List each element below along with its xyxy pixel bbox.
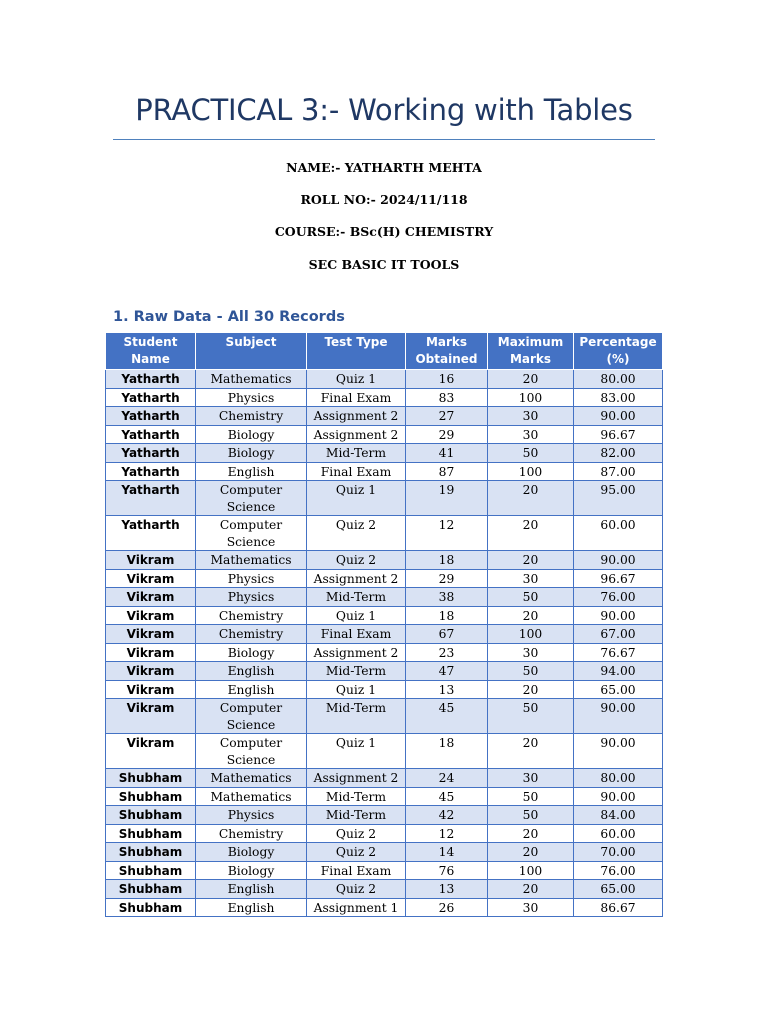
cell-marks-obtained: 13 bbox=[406, 880, 488, 899]
cell-maximum-marks: 30 bbox=[488, 425, 574, 444]
table-row bbox=[106, 444, 663, 463]
cell-maximum-marks: 100 bbox=[488, 462, 574, 481]
cell-test-type: Quiz 2 bbox=[307, 824, 406, 843]
cell-test-type: Assignment 2 bbox=[307, 407, 406, 426]
cell-percentage: 96.67 bbox=[574, 425, 663, 444]
cell-test-type: Assignment 2 bbox=[307, 569, 406, 588]
cell-maximum-marks: 30 bbox=[488, 569, 574, 588]
cell-maximum-marks: 50 bbox=[488, 662, 574, 681]
cell-maximum-marks: 20 bbox=[488, 551, 574, 570]
cell-subject: Mathematics bbox=[196, 551, 307, 570]
cell-student-name: Shubham bbox=[106, 861, 196, 880]
paper-name: SEC BASIC IT TOOLS bbox=[308, 257, 460, 272]
cell-subject: Physics bbox=[196, 588, 307, 607]
cell-test-type: Quiz 1 bbox=[307, 680, 406, 699]
table-row bbox=[106, 861, 663, 880]
cell-percentage: 67.00 bbox=[574, 625, 663, 644]
cell-percentage: 65.00 bbox=[574, 680, 663, 699]
cell-student-name: Shubham bbox=[106, 843, 196, 862]
table-row bbox=[106, 880, 663, 899]
cell-percentage: 60.00 bbox=[574, 516, 663, 551]
cell-percentage: 90.00 bbox=[574, 606, 663, 625]
title-divider bbox=[113, 139, 655, 140]
table-row bbox=[106, 481, 663, 516]
cell-subject: Mathematics bbox=[196, 787, 307, 806]
cell-maximum-marks: 100 bbox=[488, 388, 574, 407]
cell-percentage: 82.00 bbox=[574, 444, 663, 463]
table-row bbox=[106, 606, 663, 625]
cell-subject: Biology bbox=[196, 861, 307, 880]
cell-marks-obtained: 18 bbox=[406, 734, 488, 769]
cell-student-name: Vikram bbox=[106, 699, 196, 734]
table-row bbox=[106, 806, 663, 825]
cell-student-name: Vikram bbox=[106, 588, 196, 607]
cell-test-type: Final Exam bbox=[307, 462, 406, 481]
cell-test-type: Mid-Term bbox=[307, 699, 406, 734]
cell-subject: Computer Science bbox=[196, 699, 307, 734]
cell-marks-obtained: 67 bbox=[406, 625, 488, 644]
cell-student-name: Vikram bbox=[106, 569, 196, 588]
cell-student-name: Shubham bbox=[106, 787, 196, 806]
cell-marks-obtained: 19 bbox=[406, 481, 488, 516]
cell-maximum-marks: 50 bbox=[488, 699, 574, 734]
cell-student-name: Shubham bbox=[106, 898, 196, 917]
table-row bbox=[106, 843, 663, 862]
cell-maximum-marks: 50 bbox=[488, 588, 574, 607]
cell-marks-obtained: 87 bbox=[406, 462, 488, 481]
cell-student-name: Vikram bbox=[106, 734, 196, 769]
cell-student-name: Vikram bbox=[106, 606, 196, 625]
cell-subject: Computer Science bbox=[196, 516, 307, 551]
cell-marks-obtained: 16 bbox=[406, 370, 488, 389]
table-row bbox=[106, 588, 663, 607]
cell-percentage: 87.00 bbox=[574, 462, 663, 481]
cell-subject: Mathematics bbox=[196, 769, 307, 788]
table-row bbox=[106, 462, 663, 481]
cell-student-name: Vikram bbox=[106, 625, 196, 644]
cell-marks-obtained: 12 bbox=[406, 516, 488, 551]
cell-marks-obtained: 18 bbox=[406, 606, 488, 625]
table-row bbox=[106, 699, 663, 734]
cell-subject: Physics bbox=[196, 569, 307, 588]
cell-subject: English bbox=[196, 662, 307, 681]
cell-marks-obtained: 45 bbox=[406, 699, 488, 734]
cell-marks-obtained: 18 bbox=[406, 551, 488, 570]
table-body bbox=[106, 370, 663, 917]
table-row bbox=[106, 824, 663, 843]
cell-marks-obtained: 12 bbox=[406, 824, 488, 843]
cell-subject: Mathematics bbox=[196, 370, 307, 389]
cell-marks-obtained: 83 bbox=[406, 388, 488, 407]
raw-data-table bbox=[105, 332, 663, 917]
cell-subject: Chemistry bbox=[196, 625, 307, 644]
cell-marks-obtained: 29 bbox=[406, 569, 488, 588]
cell-maximum-marks: 20 bbox=[488, 516, 574, 551]
cell-percentage: 96.67 bbox=[574, 569, 663, 588]
cell-subject: Chemistry bbox=[196, 606, 307, 625]
cell-student-name: Yatharth bbox=[106, 407, 196, 426]
cell-subject: Chemistry bbox=[196, 407, 307, 426]
cell-marks-obtained: 38 bbox=[406, 588, 488, 607]
cell-maximum-marks: 20 bbox=[488, 680, 574, 699]
roll-number: ROLL NO:- 2024/11/118 bbox=[300, 192, 468, 207]
cell-test-type: Mid-Term bbox=[307, 588, 406, 607]
cell-percentage: 90.00 bbox=[574, 407, 663, 426]
cell-subject: Computer Science bbox=[196, 734, 307, 769]
cell-maximum-marks: 50 bbox=[488, 444, 574, 463]
cell-subject: Physics bbox=[196, 806, 307, 825]
cell-subject: English bbox=[196, 880, 307, 899]
cell-test-type: Mid-Term bbox=[307, 806, 406, 825]
cell-maximum-marks: 20 bbox=[488, 606, 574, 625]
cell-marks-obtained: 41 bbox=[406, 444, 488, 463]
cell-student-name: Yatharth bbox=[106, 444, 196, 463]
cell-subject: Chemistry bbox=[196, 824, 307, 843]
cell-subject: Biology bbox=[196, 425, 307, 444]
cell-maximum-marks: 30 bbox=[488, 898, 574, 917]
cell-percentage: 90.00 bbox=[574, 734, 663, 769]
cell-percentage: 94.00 bbox=[574, 662, 663, 681]
cell-maximum-marks: 30 bbox=[488, 643, 574, 662]
cell-student-name: Shubham bbox=[106, 824, 196, 843]
table-row bbox=[106, 551, 663, 570]
cell-subject: Physics bbox=[196, 388, 307, 407]
cell-student-name: Yatharth bbox=[106, 481, 196, 516]
cell-percentage: 90.00 bbox=[574, 551, 663, 570]
cell-maximum-marks: 20 bbox=[488, 824, 574, 843]
cell-maximum-marks: 50 bbox=[488, 806, 574, 825]
cell-percentage: 86.67 bbox=[574, 898, 663, 917]
cell-maximum-marks: 20 bbox=[488, 880, 574, 899]
cell-maximum-marks: 100 bbox=[488, 861, 574, 880]
cell-test-type: Assignment 1 bbox=[307, 898, 406, 917]
cell-percentage: 95.00 bbox=[574, 481, 663, 516]
cell-student-name: Yatharth bbox=[106, 425, 196, 444]
cell-marks-obtained: 42 bbox=[406, 806, 488, 825]
cell-test-type: Final Exam bbox=[307, 625, 406, 644]
cell-test-type: Mid-Term bbox=[307, 444, 406, 463]
cell-test-type: Quiz 2 bbox=[307, 843, 406, 862]
cell-test-type: Assignment 2 bbox=[307, 643, 406, 662]
table-row bbox=[106, 787, 663, 806]
cell-marks-obtained: 26 bbox=[406, 898, 488, 917]
cell-maximum-marks: 100 bbox=[488, 625, 574, 644]
column-header-maximum-marks: Maximum Marks bbox=[488, 333, 574, 370]
column-header-student-name: Student Name bbox=[106, 333, 196, 370]
student-name: NAME:- YATHARTH MEHTA bbox=[286, 160, 482, 175]
table-header-row bbox=[106, 333, 663, 370]
cell-percentage: 70.00 bbox=[574, 843, 663, 862]
page-title: PRACTICAL 3:- Working with Tables bbox=[135, 93, 633, 127]
cell-percentage: 65.00 bbox=[574, 880, 663, 899]
cell-test-type: Final Exam bbox=[307, 388, 406, 407]
course-name: COURSE:- BSc(H) CHEMISTRY bbox=[274, 224, 494, 239]
cell-subject: Computer Science bbox=[196, 481, 307, 516]
table-row bbox=[106, 769, 663, 788]
cell-marks-obtained: 45 bbox=[406, 787, 488, 806]
cell-test-type: Quiz 1 bbox=[307, 481, 406, 516]
cell-maximum-marks: 20 bbox=[488, 843, 574, 862]
cell-marks-obtained: 24 bbox=[406, 769, 488, 788]
cell-student-name: Shubham bbox=[106, 880, 196, 899]
cell-test-type: Quiz 1 bbox=[307, 606, 406, 625]
cell-marks-obtained: 47 bbox=[406, 662, 488, 681]
cell-student-name: Yatharth bbox=[106, 370, 196, 389]
cell-percentage: 90.00 bbox=[574, 699, 663, 734]
cell-student-name: Yatharth bbox=[106, 462, 196, 481]
cell-marks-obtained: 14 bbox=[406, 843, 488, 862]
cell-subject: English bbox=[196, 898, 307, 917]
cell-percentage: 80.00 bbox=[574, 370, 663, 389]
cell-marks-obtained: 13 bbox=[406, 680, 488, 699]
column-header-test-type: Test Type bbox=[307, 333, 406, 370]
cell-maximum-marks: 20 bbox=[488, 481, 574, 516]
cell-percentage: 76.00 bbox=[574, 861, 663, 880]
cell-percentage: 90.00 bbox=[574, 787, 663, 806]
cell-percentage: 84.00 bbox=[574, 806, 663, 825]
cell-percentage: 83.00 bbox=[574, 388, 663, 407]
table-row bbox=[106, 388, 663, 407]
cell-test-type: Assignment 2 bbox=[307, 425, 406, 444]
table-row bbox=[106, 625, 663, 644]
cell-student-name: Yatharth bbox=[106, 388, 196, 407]
cell-student-name: Vikram bbox=[106, 551, 196, 570]
cell-marks-obtained: 76 bbox=[406, 861, 488, 880]
table-row bbox=[106, 662, 663, 681]
cell-maximum-marks: 20 bbox=[488, 734, 574, 769]
cell-maximum-marks: 20 bbox=[488, 370, 574, 389]
table-row bbox=[106, 425, 663, 444]
cell-percentage: 76.67 bbox=[574, 643, 663, 662]
cell-marks-obtained: 23 bbox=[406, 643, 488, 662]
cell-maximum-marks: 50 bbox=[488, 787, 574, 806]
cell-maximum-marks: 30 bbox=[488, 407, 574, 426]
cell-test-type: Mid-Term bbox=[307, 787, 406, 806]
cell-percentage: 80.00 bbox=[574, 769, 663, 788]
cell-percentage: 60.00 bbox=[574, 824, 663, 843]
table-row bbox=[106, 734, 663, 769]
column-header-subject: Subject bbox=[196, 333, 307, 370]
cell-student-name: Shubham bbox=[106, 806, 196, 825]
cell-subject: English bbox=[196, 462, 307, 481]
cell-student-name: Vikram bbox=[106, 643, 196, 662]
cell-maximum-marks: 30 bbox=[488, 769, 574, 788]
table-row bbox=[106, 643, 663, 662]
table-row bbox=[106, 370, 663, 389]
cell-student-name: Vikram bbox=[106, 662, 196, 681]
cell-test-type: Final Exam bbox=[307, 861, 406, 880]
column-header-marks-obtained: Marks Obtained bbox=[406, 333, 488, 370]
cell-test-type: Mid-Term bbox=[307, 662, 406, 681]
cell-student-name: Yatharth bbox=[106, 516, 196, 551]
cell-subject: Biology bbox=[196, 444, 307, 463]
cell-test-type: Quiz 2 bbox=[307, 880, 406, 899]
cell-subject: Biology bbox=[196, 643, 307, 662]
cell-percentage: 76.00 bbox=[574, 588, 663, 607]
cell-test-type: Quiz 1 bbox=[307, 370, 406, 389]
table-row bbox=[106, 898, 663, 917]
table-row bbox=[106, 516, 663, 551]
cell-marks-obtained: 27 bbox=[406, 407, 488, 426]
table-row bbox=[106, 569, 663, 588]
table-row bbox=[106, 680, 663, 699]
cell-test-type: Assignment 2 bbox=[307, 769, 406, 788]
cell-test-type: Quiz 2 bbox=[307, 551, 406, 570]
cell-test-type: Quiz 1 bbox=[307, 734, 406, 769]
cell-test-type: Quiz 2 bbox=[307, 516, 406, 551]
cell-marks-obtained: 29 bbox=[406, 425, 488, 444]
cell-subject: English bbox=[196, 680, 307, 699]
section-heading: 1. Raw Data - All 30 Records bbox=[113, 309, 345, 325]
cell-subject: Biology bbox=[196, 843, 307, 862]
cell-student-name: Vikram bbox=[106, 680, 196, 699]
column-header-percentage: Percentage (%) bbox=[574, 333, 663, 370]
table-row bbox=[106, 407, 663, 426]
cell-student-name: Shubham bbox=[106, 769, 196, 788]
